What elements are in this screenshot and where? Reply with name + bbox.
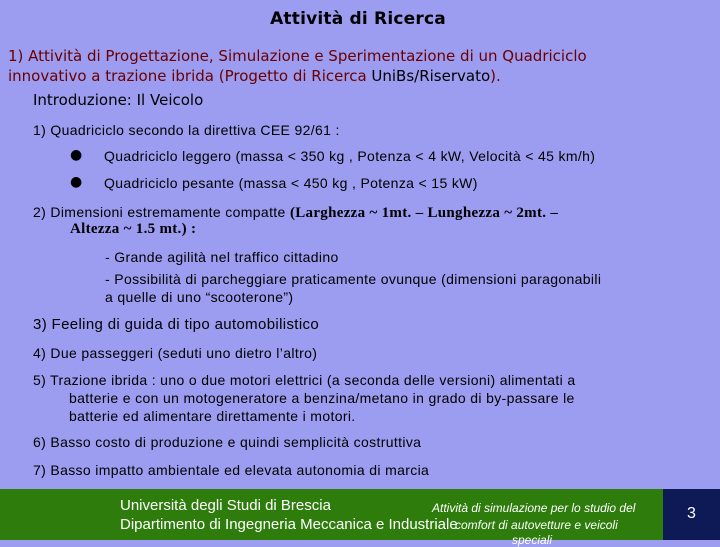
footer-bar [0, 489, 720, 547]
sub-item-heavy: Quadriciclo pesante (massa < 450 kg , Potenza < 15 kW) [104, 175, 478, 191]
dash-item-parking-cont: a quelle di uno “scooterone”) [105, 289, 294, 305]
sub-item-light: Quadriciclo leggero (massa < 350 kg , Potenza < 4 kW, Velocità < 45 km/h) [104, 148, 596, 164]
list-item-7: 7) Basso impatto ambientale ed elevata autonomia di marcia [33, 462, 430, 478]
course-title-line2: comfort di autovetture e veicoli [455, 518, 618, 532]
list-item-2 [33, 204, 558, 222]
list-item-3: 3) Feeling di guida di tipo automobilistico [33, 316, 320, 333]
research-heading-line2 [8, 67, 501, 85]
university-name: Università degli Studi di Brescia [120, 497, 331, 514]
heading-text: innovativo a trazione ibrida (Progetto di Ricerca [8, 67, 372, 85]
bullet-icon: ● [70, 174, 83, 190]
heading-end: ). [490, 67, 501, 85]
course-title-line3: speciali [512, 533, 553, 547]
list-item-1: 1) Quadriciclo secondo la direttiva CEE 92/61 : [33, 122, 340, 138]
page-number-box [663, 489, 720, 540]
footer-info-panel [0, 489, 663, 547]
list-item-5-line3: batterie ed alimentare direttamente i motori. [69, 408, 356, 424]
bullet-icon: ● [70, 147, 83, 163]
list-item-5-line2: batterie e con un motogeneratore a benzina/metano in grado di by-passare le [69, 390, 575, 406]
page-number: 3 [687, 505, 696, 522]
list-item-6: 6) Basso costo di produzione e quindi semplicità costruttiva [33, 434, 422, 450]
list-item-4: 4) Due passeggeri (seduti uno dietro l’altro) [33, 345, 318, 361]
dash-item-agility: - Grande agilità nel traffico cittadino [105, 249, 339, 265]
list-item-5: 5) Trazione ibrida : uno o due motori elettrici (a seconda delle versioni) alimentati a [33, 372, 576, 388]
department-name: Dipartimento di Ingegneria Meccanica e Industriale [120, 516, 458, 533]
project-name: UniBs/Riservato [371, 67, 491, 85]
item-2-dimensions: (Larghezza ~ 1mt. – Lunghezza ~ 2mt. – [289, 205, 559, 221]
slide-title: Attività di Ricerca [270, 9, 446, 29]
intro-heading: Introduzione: Il Veicolo [33, 91, 204, 109]
course-title-line1: Attività di simulazione per lo studio del [432, 501, 636, 515]
item-2-text: 2) Dimensioni estremamente compatte [33, 204, 290, 220]
item-2-dimensions-cont: Altezza ~ 1.5 mt.) : [70, 221, 197, 237]
dash-item-parking: - Possibilità di parcheggiare praticamente ovunque (dimensioni paragonabili [105, 271, 602, 287]
research-heading-line1: 1) Attività di Progettazione, Simulazione e Sperimentazione di un Quadriciclo [8, 47, 587, 65]
